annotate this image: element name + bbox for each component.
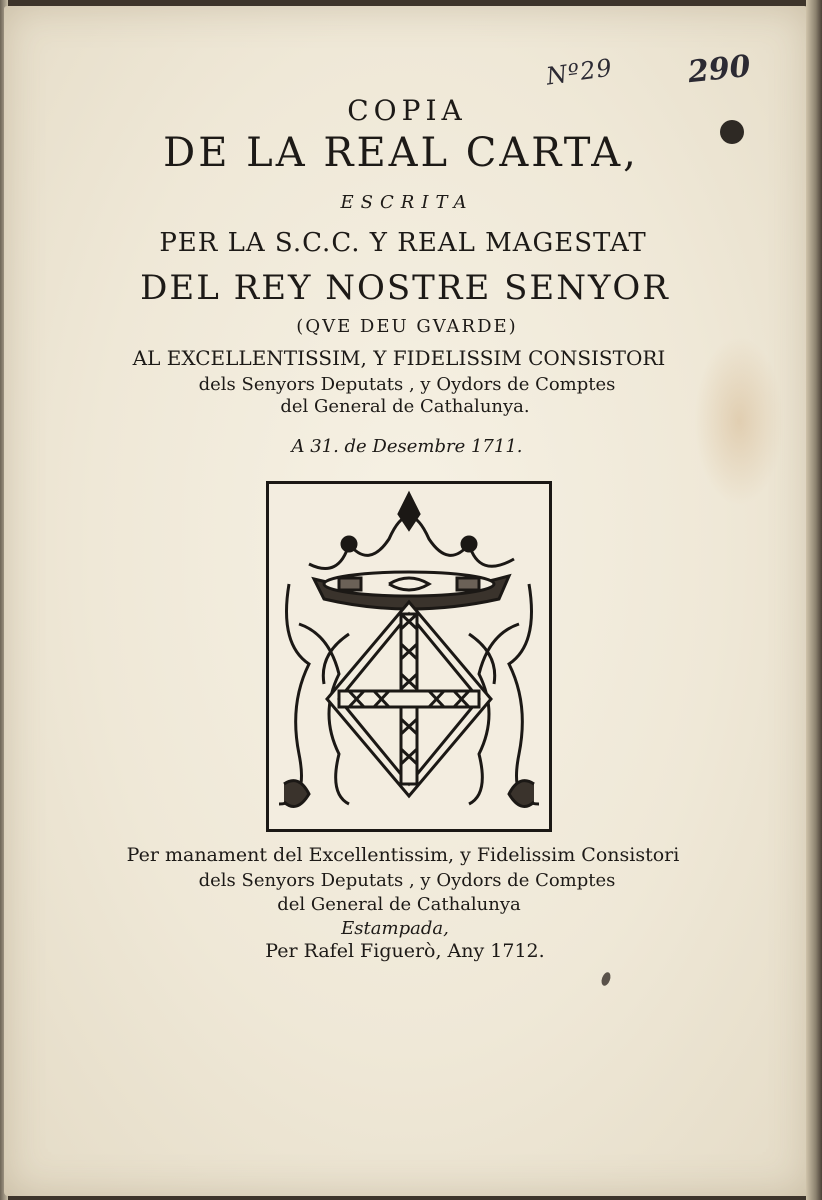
title-magestat: PER LA S.C.C. Y REAL MAGESTAT — [159, 228, 647, 258]
title-deu-guarde: (QVE DEU GVARDE) — [296, 316, 518, 337]
title-real-carta: DE LA REAL CARTA, — [163, 130, 639, 176]
title-rey: DEL REY NOSTRE SENYOR — [140, 268, 670, 308]
imprint-deputats: dels Senyors Deputats , y Oydors de Comptes — [198, 870, 616, 891]
manuscript-folio-number: 290 — [686, 48, 753, 91]
title-deputats: dels Senyors Deputats , y Oydors de Comptes — [198, 374, 616, 395]
crown-icon — [309, 494, 514, 609]
coat-of-arms-icon — [266, 481, 552, 832]
manuscript-item-number: Nº29 — [544, 53, 615, 91]
title-general: del General de Cathalunya. — [280, 396, 530, 417]
lozenge-shield-icon — [327, 602, 491, 796]
paper-sheet — [4, 6, 810, 1196]
title-copia: COPIA — [347, 94, 467, 127]
page-right-edge — [806, 0, 822, 1200]
imprint-general: del General de Cathalunya — [277, 894, 521, 915]
title-escrita: ESCRITA — [340, 192, 474, 213]
title-consistori: AL EXCELLENTISSIM, Y FIDELISSIM CONSISTORI — [132, 346, 666, 370]
imprint-estampada: Estampada, — [341, 918, 449, 939]
imprint-manament: Per manament del Excellentissim, y Fidelissim Consistori — [126, 844, 680, 866]
paper-hole-small — [600, 971, 612, 987]
letter-date: A 31. de Desembre 1711. — [291, 436, 523, 457]
imprint-printer: Per Rafel Figuerò, Any 1712. — [265, 940, 545, 962]
